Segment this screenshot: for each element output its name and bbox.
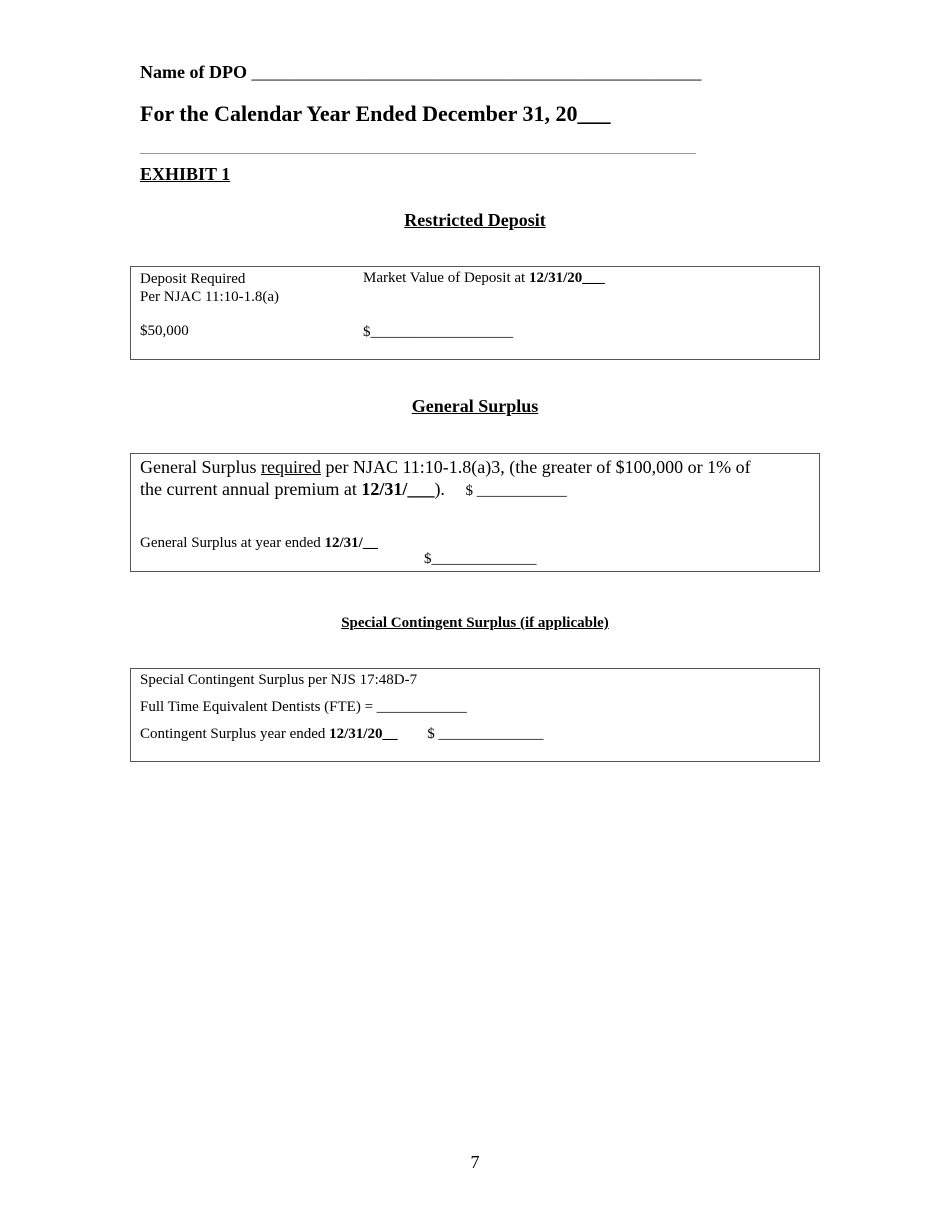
dpo-name-blank: __________________________________________________: [251, 62, 702, 82]
general-surplus-box: [130, 453, 820, 572]
dpo-name-line: [140, 62, 701, 83]
contingent-surplus-date: 12/31/20__: [329, 726, 398, 742]
required-date: 12/31/___: [361, 479, 435, 499]
restricted-deposit-heading: Restricted Deposit: [404, 210, 546, 230]
calendar-year-label: For the Calendar Year Ended December 31, 20: [140, 101, 578, 126]
deposit-required-line2: Per NJAC 11:10-1.8(a): [140, 289, 280, 305]
deposit-required-label: [140, 270, 279, 306]
market-value-label: [363, 270, 605, 287]
exhibit-title: EXHIBIT 1: [140, 164, 231, 184]
deposit-required-line1: Deposit Required: [140, 271, 246, 287]
calendar-year-blank: ___: [577, 101, 611, 126]
deposit-required-amount: $50,000: [140, 323, 189, 339]
required-underlined: required: [260, 457, 321, 477]
general-surplus-required-text: [140, 456, 810, 502]
general-surplus-required-line2: the current annual premium at 12/31/___). $ ____________: [140, 479, 567, 499]
general-surplus-year-amount-field[interactable]: $______________: [424, 551, 537, 567]
special-contingent-line: Special Contingent Surplus per NJS 17:48D-7: [140, 672, 418, 688]
page-number: 7: [470, 1152, 480, 1172]
required-amount-field[interactable]: $ ____________: [465, 483, 567, 499]
general-surplus-year-date: 12/31/__: [324, 535, 378, 551]
header-divider: [140, 153, 696, 154]
fte-dentists-field[interactable]: Full Time Equivalent Dentists (FTE) = ____________: [140, 699, 467, 715]
dpo-name-label: Name of DPO: [140, 62, 247, 82]
general-surplus-year-label: General Surplus at year ended 12/31/__: [140, 535, 378, 551]
contingent-surplus-amount-field[interactable]: $ ______________: [427, 726, 544, 742]
market-value-amount-field[interactable]: $___________________: [363, 324, 513, 340]
contingent-surplus-year-line: Contingent Surplus year ended 12/31/20__ $ ______________: [140, 726, 544, 742]
restricted-deposit-box: [130, 266, 820, 360]
special-contingent-box: [130, 668, 820, 762]
special-contingent-heading: Special Contingent Surplus (if applicable): [341, 615, 609, 631]
general-surplus-required-line1: General Surplus required per NJAC 11:10-1.8(a)3, (the greater of $100,000 or 1% of: [140, 457, 751, 477]
market-value-date: 12/31/20___: [528, 270, 605, 286]
general-surplus-heading: General Surplus: [411, 396, 539, 416]
market-value-text: Market Value of Deposit at: [363, 270, 526, 286]
calendar-year-title: [140, 101, 611, 127]
